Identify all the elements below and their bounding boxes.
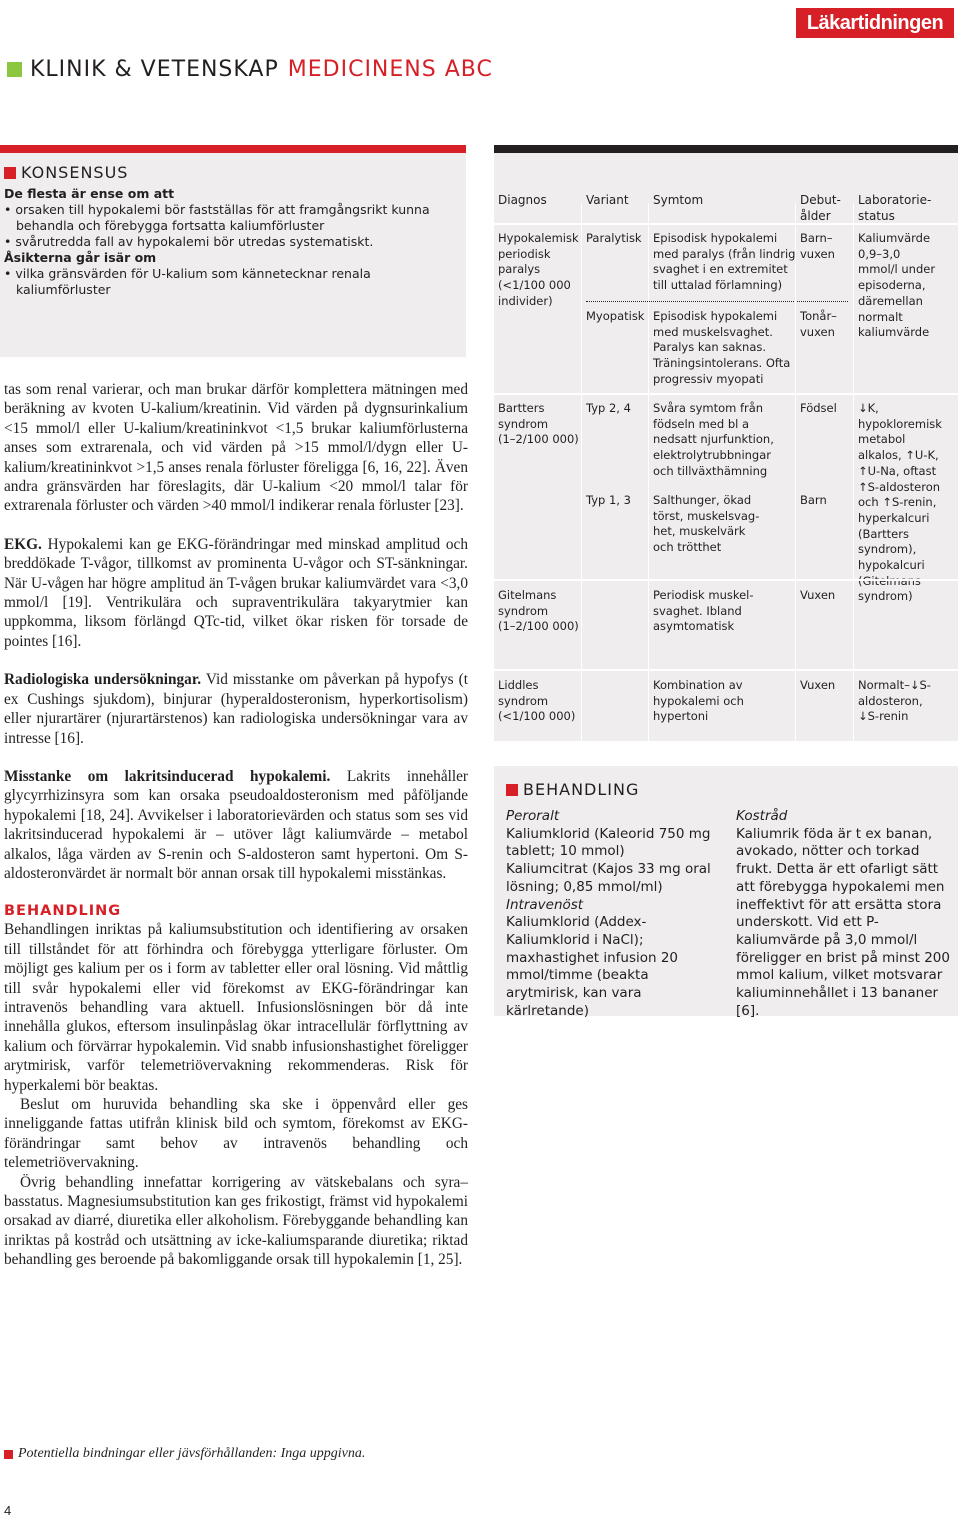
table-cell: Barn– vuxen (800, 231, 835, 261)
diagnosis-table (494, 145, 958, 741)
table-cell: Typ 2, 4 (586, 401, 631, 415)
brand-logo: Läkartidningen (796, 8, 954, 38)
table-cell: Episodisk hypokalemi med paralys (från lindrig svaghet i en extremitet till uttalad förlamning) (653, 231, 796, 293)
table-header: Variant (586, 193, 629, 207)
table-rule (494, 223, 958, 225)
row-divider (586, 301, 848, 302)
footnote: Potentiella bindningar eller jävsförhållanden: Inga uppgivna. (4, 1446, 365, 1462)
table-cell: Bartters syndrom (1–2/100 000) (498, 401, 579, 447)
table-rule (581, 203, 582, 743)
treatment-subheading: Kostråd (736, 808, 788, 824)
liquorice-paragraph: Misstanke om lakritsinducerad hypokalemi. Lakrits innehåller glycyrrhizinsyra som kan orsaka pseudoaldosteronism med påföljande hypokalemi [18, 24]. Avvikelser i laboratorievärden och status som ses vid lakritsinducerad hypokalemi är – utöver lågt kaliumvärde – metabol alkalos, låga värden av S-renin och S-aldosteron samt hypertoni. Om S-aldosteronvärdet är normalt bör annan orsak till hypokalemi misstänkas. (4, 767, 468, 882)
radiology-paragraph: Radiologiska undersökningar. Vid misstanke om påverkan på hypofys (t ex Cushings sjukdom), binjurar (hyperaldosteronism, hyperkortisolism) eller njurartärer (njurartärstenos) kan radiologiska undersökningar vara av intresse [16]. (4, 671, 469, 747)
disagree-item: • vilka gränsvärden för U-kalium som kännetecknar renala kaliumförluster (4, 266, 371, 297)
table-header: Laboratorie- status (858, 193, 932, 223)
red-square-icon (506, 784, 518, 796)
treatment-left-column (506, 808, 718, 1020)
treatment-box (494, 766, 958, 1019)
table-cell: Födsel (800, 401, 837, 415)
table-cell: Svåra symtom från födseln med bl a nedsatt njurfunktion, elektrolytrubbningar och tillväxthämning (653, 401, 774, 478)
table-rule (795, 203, 796, 743)
treatment-item: Kaliumklorid (Kaleorid 750 mg tablett; 10 mmol) (506, 825, 711, 860)
ekg-paragraph: EKG. Hypokalemi kan ge EKG-förändringar med minskad amplitud och breddökade T-vågor, tillkomst av prominenta U-vågor och ST-sänkningar. När U-vågen har högre amplitud än T-vågen brukar kaliumvärdet vara <3,0 mmol/l [19]. Ventrikulära och supraventrikulära takyarytmier kan uppkomma, liksom förlängd QTc-tid, vilket ökar risken för torsade de pointes [16]. (4, 535, 468, 650)
treatment-item: Kaliumklorid (Addex-Kaliumklorid i NaCl); maxhastighet infusion 20 mmol/timme (beakta arytmirisk, kan vara kärlretande) (506, 914, 679, 1019)
section-sublabel: MEDICINENS ABC (287, 56, 493, 82)
table-cell: Kombination av hypokalemi och hypertoni (653, 678, 744, 724)
table-header: Symtom (653, 193, 704, 207)
treatment-subheading: Peroralt (506, 808, 560, 824)
table-cell: Salthunger, ökad törst, muskelsvag- het, muskelvärk och trötthet (653, 493, 760, 555)
section-header (7, 54, 493, 84)
red-square-icon (4, 1450, 13, 1459)
brand-bar (0, 0, 960, 44)
table-cell: Tonår– vuxen (800, 309, 837, 339)
table-cell: ↓K, hypokloremisk metabol alkalos, ↑U-K, ↑U-Na, oftast ↑S-aldosteron och ↑S-renin, hyperkalcuri (Bartters syndrom), hypokalcuri syndrom) (858, 401, 942, 604)
treatment-right-column (736, 808, 950, 1020)
table-cell: Periodisk muskel- svaghet. Ibland asymtomatisk (653, 588, 754, 634)
agree-heading: De flesta är ense om att (4, 186, 175, 201)
treatment-paragraph: Behandlingen inriktas på kaliumsubstitution och identifiering av orsaken till tillståndet för att förhindra och förebygga ytterligare förluster. Om möjligt ges kalium per os i form av tabletter eller oral lösning. Vid måttlig till svår hypokalemi eller vid förekomst av EKG-förändringar kan intravenös behandling vara aktuell. Infusionslösningen bör då inte innehålla glukos, eftersom insulinpåslag ökar intracellulär förflyttning av kalium och förvärrar hypokalemin. Vid snabb infusionshastighet föreligger arytmirisk, varför telemetriövervakning rekommenderas. Risk för hyperkalemi bör beaktas. (4, 921, 468, 1094)
table-cell: Episodisk hypokalemi med muskelsvaghet. Paralys kan saknas. Träningsintolerans. Ofta progressiv myopati (653, 309, 791, 386)
table-cell: Vuxen (800, 678, 836, 692)
treatment-item: Kaliumcitrat (Kajos 33 mg oral lösning; 0,85 mmol/ml) (506, 861, 711, 895)
page-number: 4 (4, 1503, 12, 1518)
section-label: KLINIK & VETENSKAP (30, 56, 279, 82)
table-cell: Barn (800, 493, 827, 507)
green-square-icon (7, 62, 22, 77)
treatment-subheading: Intravenöst (506, 896, 584, 913)
table-cell: Typ 1, 3 (586, 493, 631, 507)
agree-item: • svårutredda fall av hypokalemi bör utredas systematiskt. (4, 234, 374, 249)
table-cell: Kaliumvärde 0,9–3,0 mmol/l under episoderna, däremellan normalt kaliumvärde (858, 231, 936, 340)
red-square-icon (4, 167, 16, 179)
treatment-paragraph: Beslut om huruvida behandling ska ske i öppenvård eller ges inneliggande fattas utifrån klinisk bild och symtom, förekomst av EKG-förändringar samt behov av intravenös behandling och telemetriövervakning. (4, 1096, 468, 1172)
table-rule (494, 669, 958, 671)
table-rule (853, 203, 854, 743)
table-rule (494, 393, 958, 395)
table-rule (648, 203, 649, 743)
table-cell: Normalt–↓S- aldosteron, ↓S-renin (858, 678, 931, 724)
paragraph: tas som renal varierar, och man brukar därför komplettera mätningen med beräkning av kvoten U-kalium/kreatinin. Vid värden på dygnsurinkalium <15 mmol/l eller U-kalium/kreatininkvot <1,5 brukar kaliumförlusterna anses som extrarenala, och vid värden på >15 mmol/l/dygn eller U-kalium/kreatininkvot >1,5 anses renala förluster föreligga [6, 16, 22]. Även andra gränsvärden har föreslagits, där U-kalium <20 mmol/l talar för extrarenala förluster och värden >40 mmol/l indikerar renala förluster [23]. (4, 381, 468, 515)
treatment-heading: BEHANDLING (4, 903, 122, 920)
table-cell: Gitelmans syndrom (1–2/100 000) (498, 588, 579, 634)
table-header: Debut- ålder (800, 193, 841, 223)
table-cell: Myopatisk (586, 309, 645, 323)
table-cell: Liddles syndrom (<1/100 000) (498, 678, 576, 724)
treatment-item: Kaliumrik föda är t ex banan, avokado, nötter och torkad frukt. Detta är ett ofarligt sätt att förebygga hypokalemi men ineffektivt för att ersätta stora underskott. Vid ett P-kaliumvärde på 3,0 mmol/l föreligger en brist på minst 200 mmol kalium, vilket motsvarar kaliuminnehållet i 13 bananer [6]. (736, 825, 950, 1019)
table-cell: Vuxen (800, 588, 836, 602)
treatment-paragraph: Övrig behandling innefattar korrigering av vätskebalans och syra–basstatus. Magnesiumsubstitution kan ges frikostigt, främst vid hypokalemi orsakad av diarré, diuretika eller alkoholism. Förebyggande behandling kan inriktas på kostråd och utsättning av icke-kaliumsparande diuretika; riktad behandling ges beroende på bakomliggande orsak till hypokalemin [1, 25]. (4, 1173, 468, 1269)
table-rule (494, 579, 958, 581)
disagree-heading: Åsikterna går isär om (4, 250, 157, 265)
main-text-column (4, 380, 468, 1270)
table-header: Diagnos (498, 193, 547, 207)
konsensus-box (0, 145, 466, 357)
table-cell: Paralytisk (586, 231, 642, 245)
treatment-box-title: BEHANDLING (523, 780, 640, 799)
agree-item: • orsaken till hypokalemi bör fastställas för att framgångsrikt kunna behandla och förebygga fortsatta kaliumförluster (4, 202, 430, 233)
table-cell: Hypokalemisk periodisk paralys (<1/100 000 individer) (498, 231, 579, 308)
konsensus-title: KONSENSUS (21, 163, 129, 182)
